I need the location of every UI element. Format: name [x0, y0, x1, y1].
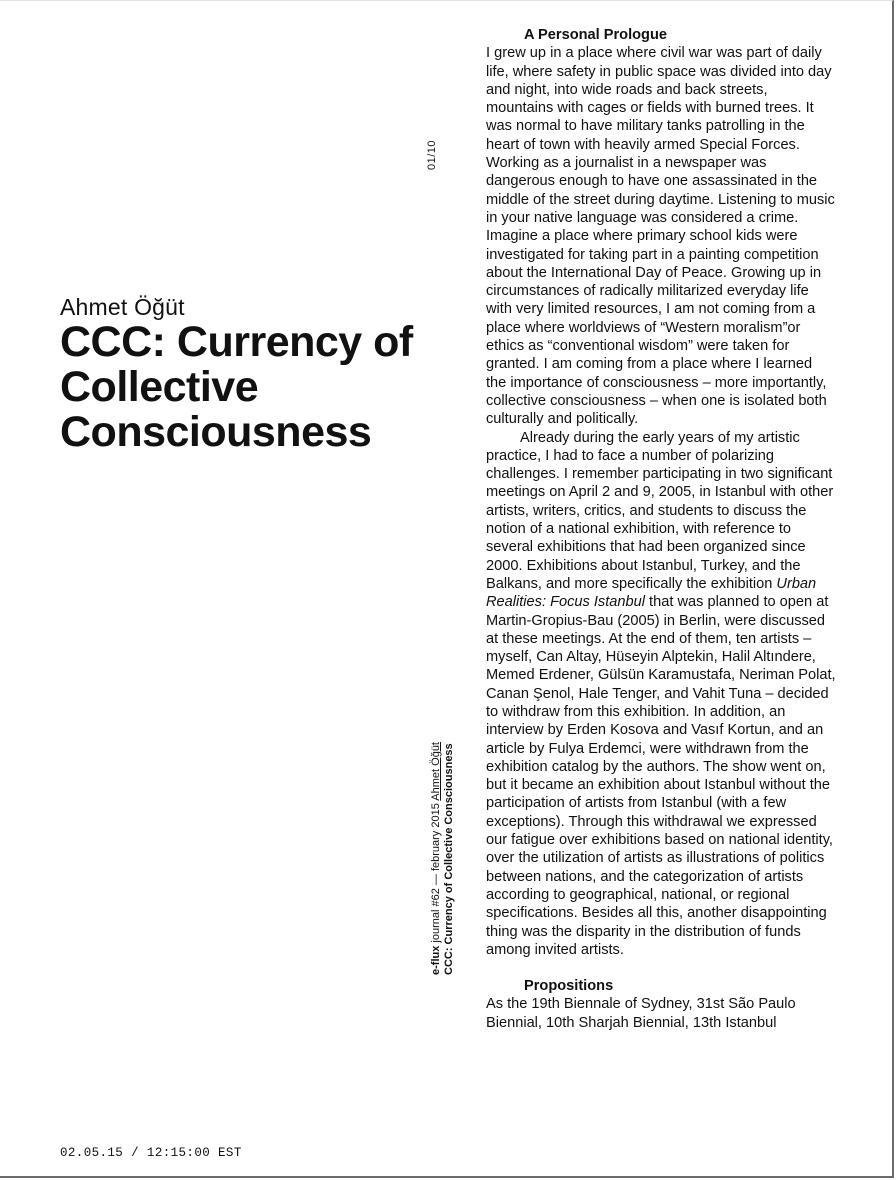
author-name: Ahmet Öğüt [60, 294, 185, 320]
paragraph-2-text-a: Already during the early years of my artistic practice, I had to face a number of polarizing challenges. I remember participating in two significant meetings on April 2 and 9, 2005, in Istanbul with other artists, writers, critics, and students to discuss the notion of a national exhibition, with reference to several exhibitions that had been organized since 2000. Exhibitions about Istanbul, Turkey, and the Balkans, and more specifically the exhibition [486, 429, 834, 592]
section-heading-prologue: A Personal Prologue [524, 27, 667, 43]
journal-issue: journal #62 — february 2015 [430, 803, 442, 943]
article-body [486, 26, 836, 1032]
running-head-line-1 [430, 742, 443, 975]
paragraph-2-text-b: that was planned to open at Martin-Gropius-Bau (2005) in Berlin, were discussed at these meetings. At the end of them, ten artists – myself, Can Altay, Hüseyin Alptekin, Halil Altındere, Memed Erdener, Gülsün Karamustafa, Neriman Polat, Canan Şenol, Hale Tenger, and Vahit Tuna – decided to withdraw from this exhibition. In addition, an interview by Erden Kosova and Vasıf Kortun, and an article by Fulya Erdemci, were withdrawn from the exhibition catalog by the authors. The show went on, but it became an exhibition about Istanbul without the participation of artists from Istanbul (with a few exceptions). Through this withdrawal we expressed our fatigue over exhibitions based on national identity, over the utilization of artists as illustrations of politics between nations, and the categorization of artists according to geographical, national, or regional specifications. Besides all this, another disappointing thing was the disparity in the distribution of funds among invited artists. [486, 594, 836, 958]
running-head-author: Ahmet Öğüt [430, 742, 442, 801]
section-heading-propositions: Propositions [524, 978, 614, 995]
timestamp: 02.05.15 / 12:15:00 EST [60, 1146, 242, 1160]
running-head [430, 742, 456, 975]
body-paragraph-1: I grew up in a place where civil war was part of daily life, where safety in public space was divided into day and night, into wide roads and back streets, mountains with cages or fields with burned trees. It was normal to have military tanks patrolling in the heart of town with heavily armed Special Forces. Working as a journalist in a newspaper was dangerous enough to have one assassinated in the middle of the street during daytime. Listening to music in your native language was considered a crime. Imagine a place where primary school kids were investigated for taking part in a painting competition about the International Day of Peace. Growing up in circumstances of radically militarized everyday life with very limited resources, I am not coming from a place where worldviews of “Western moralism”or ethics as “conventional wisdom” were taken for granted. I am coming from a place where I learned the importance of consciousness – more importantly, collective consciousness – when one is isolated both culturally and politically. [486, 45, 835, 428]
running-head-title: CCC: Currency of Collective Consciousness [443, 743, 455, 975]
journal-brand: e-flux [430, 945, 442, 975]
article-title: CCC: Currency of Collective Consciousness [60, 318, 413, 456]
body-paragraph-2 [486, 429, 836, 960]
running-head-line-2 [443, 742, 456, 975]
body-paragraph-3: As the 19th Biennale of Sydney, 31st São Paulo Biennial, 10th Sharjah Biennial, 13th Istanbul [486, 996, 796, 1031]
page-number: 01/10 [426, 139, 438, 170]
exhibition-title: Urban Realities: Focus Istanbul [486, 575, 817, 611]
